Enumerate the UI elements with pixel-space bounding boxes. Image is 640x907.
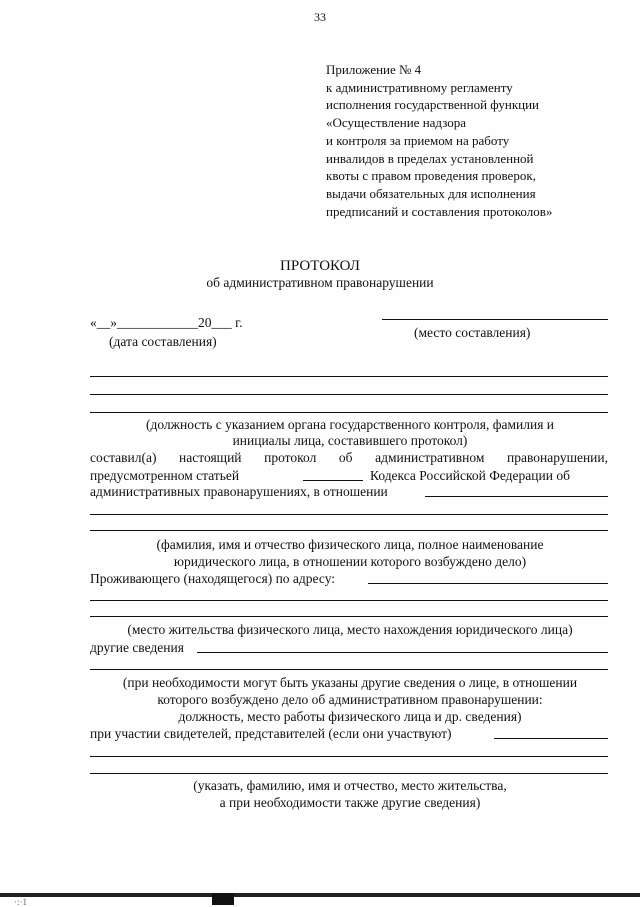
body-line-1: составил(а) настоящий протокол об административном правонарушении, xyxy=(90,450,608,465)
scan-edge xyxy=(0,893,640,897)
body-line-2a: предусмотренном статьей xyxy=(90,468,240,483)
official-caption-2: инициалы лица, составившего протокол) xyxy=(232,433,468,448)
appendix-line: выдачи обязательных для исполнения xyxy=(326,185,536,201)
appendix-line: к административному регламенту xyxy=(326,79,513,95)
appendix-header xyxy=(326,61,626,220)
scan-mark: ·:·1 xyxy=(14,897,27,907)
witness-blank xyxy=(494,738,608,739)
document-title: ПРОТОКОЛ xyxy=(280,258,360,274)
page-number: 33 xyxy=(314,10,326,24)
blank-line xyxy=(90,394,608,395)
scan-artifact xyxy=(212,893,234,905)
other-label: другие сведения xyxy=(90,640,184,655)
official-caption-1: (должность с указанием органа государственного контроля, фамилия и xyxy=(145,417,555,432)
witness-caption-2: а при необходимости также другие сведения) xyxy=(219,795,481,810)
blank-line xyxy=(90,756,608,757)
appendix-line: предписаний и составления протоколов» xyxy=(326,203,553,219)
date-field: «__»____________20___ г. xyxy=(90,315,243,330)
other-caption-2: которого возбуждено дело об административном правонарушении: xyxy=(157,692,543,707)
blank-line xyxy=(90,773,608,774)
witness-label: при участии свидетелей, представителей (если они участвуют) xyxy=(90,726,452,741)
witness-caption-1: (указать, фамилию, имя и отчество, место жительства, xyxy=(193,778,507,793)
appendix-line: инвалидов в пределах установленной xyxy=(326,150,534,166)
appendix-line: квоты с правом проведения проверок, xyxy=(326,168,536,184)
article-blank xyxy=(303,480,363,481)
blank-line xyxy=(90,600,608,601)
address-label: Проживающего (находящегося) по адресу: xyxy=(90,571,336,586)
blank-line xyxy=(90,530,608,531)
address-caption: (место жительства физического лица, место нахождения юридического лица) xyxy=(127,622,573,637)
blank-line xyxy=(90,412,608,413)
other-caption-1: (при необходимости могут быть указаны другие сведения о лице, в отношении xyxy=(122,675,578,690)
appendix-line: и контроля за приемом на работу xyxy=(326,132,510,148)
date-caption: (дата составления) xyxy=(109,334,217,349)
blank-line xyxy=(90,514,608,515)
person-caption-1: (фамилия, имя и отчество физического лица, полное наименование xyxy=(156,537,544,552)
body-line-2b: Кодекса Российской Федерации об xyxy=(370,468,570,483)
subject-blank xyxy=(425,496,608,497)
blank-line xyxy=(90,376,608,377)
address-blank xyxy=(368,583,608,584)
appendix-line: Приложение № 4 xyxy=(326,62,422,77)
blank-line xyxy=(90,669,608,670)
appendix-line: «Осуществление надзора xyxy=(326,115,467,131)
blank-line xyxy=(90,616,608,617)
place-field-line xyxy=(382,319,608,320)
body-line-3: административных правонарушениях, в отношении xyxy=(90,484,388,499)
place-caption: (место составления) xyxy=(414,325,531,340)
other-caption-3: должность, место работы физического лица и др. сведения) xyxy=(178,709,522,724)
document-subtitle: об административном правонарушении xyxy=(206,275,434,290)
appendix-line: исполнения государственной функции xyxy=(326,97,540,113)
other-blank xyxy=(197,652,608,653)
person-caption-2: юридического лица, в отношении которого возбуждено дело) xyxy=(173,554,527,569)
